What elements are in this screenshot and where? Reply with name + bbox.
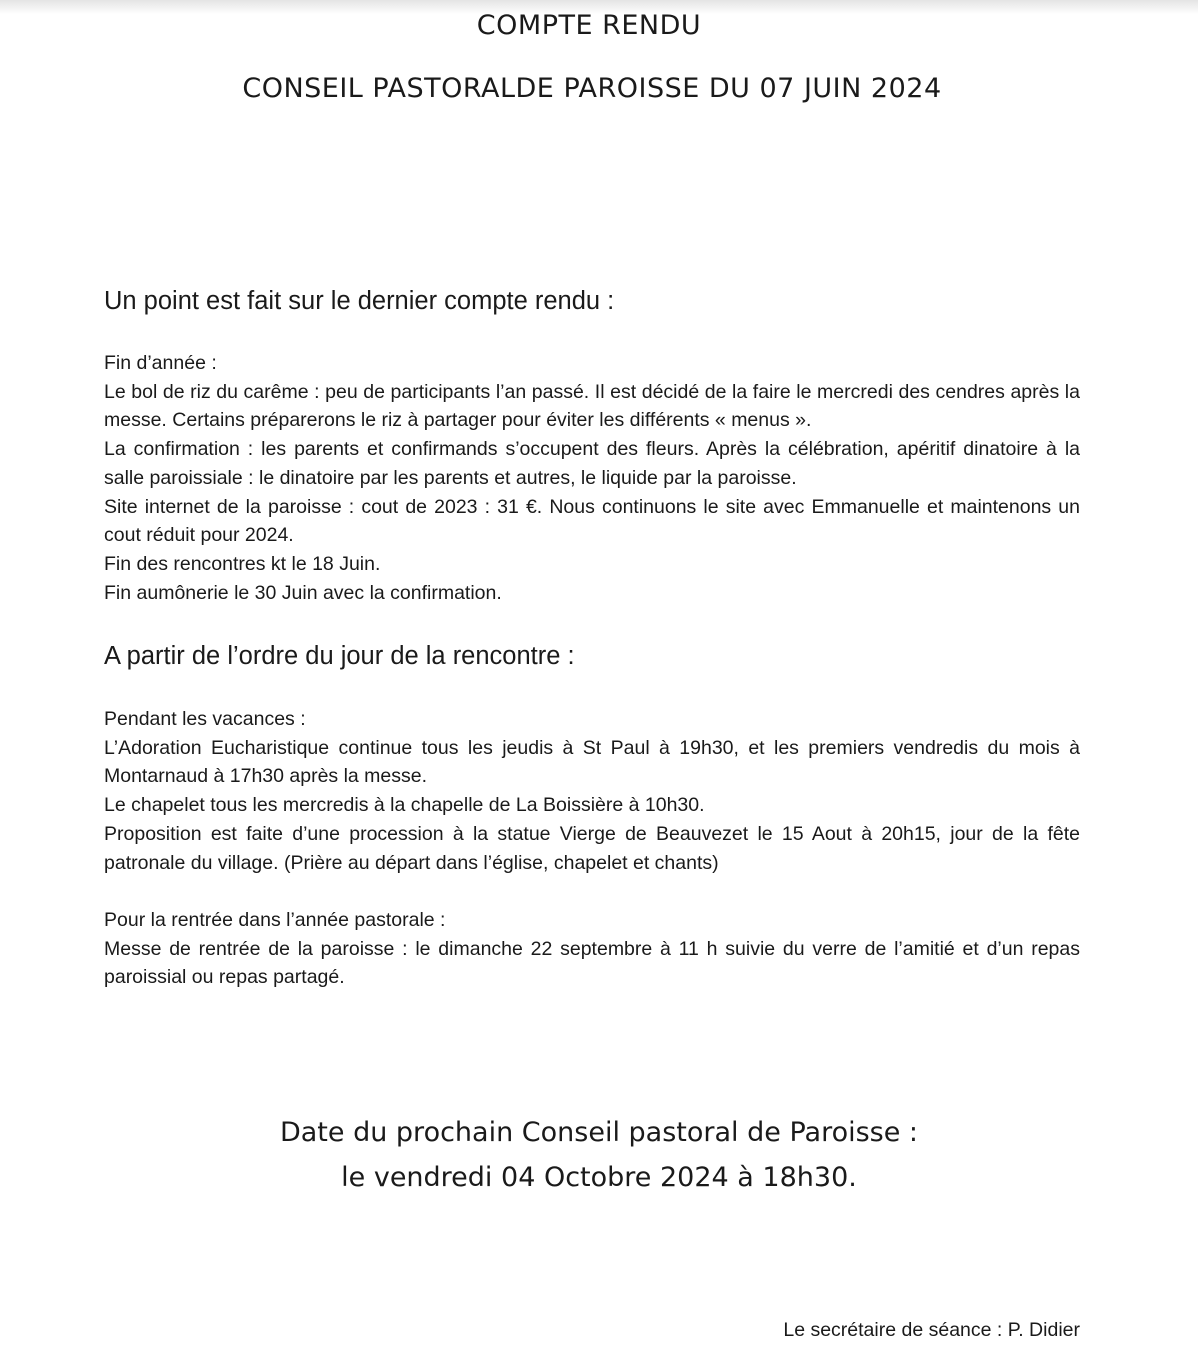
- section-heading-agenda: A partir de l’ordre du jour de la rencontre :: [104, 642, 575, 670]
- next-meeting-notice: [0, 1110, 1198, 1200]
- year-end-label: Fin d’année :: [104, 352, 217, 374]
- pastoral-year-block: [104, 906, 1080, 992]
- pastoral-year-label: Pour la rentrée dans l’année pastorale :: [104, 909, 446, 931]
- section-heading-previous-report: Un point est fait sur le dernier compte rendu :: [104, 287, 615, 315]
- paragraph-messe-rentree: Messe de rentrée de la paroisse : le dimanche 22 septembre à 11 h suivie du verre de l’amitié et d’un repas paroissial ou repas partagé.: [104, 937, 1080, 989]
- paragraph-fin-aumonerie: Fin aumônerie le 30 Juin avec la confirmation.: [104, 581, 502, 604]
- secretary-signature: Le secrétaire de séance : P. Didier: [783, 1319, 1080, 1341]
- paragraph-chapelet: Le chapelet tous les mercredis à la chapelle de La Boissière à 10h30.: [104, 794, 705, 817]
- paragraph-fin-rencontres: Fin des rencontres kt le 18 Juin.: [104, 552, 381, 575]
- next-meeting-line-1: Date du prochain Conseil pastoral de Paroisse :: [279, 1117, 919, 1148]
- holidays-label: Pendant les vacances :: [104, 708, 306, 730]
- paragraph-site-internet: Site internet de la paroisse : cout de 2023 : 31 €. Nous continuons le site avec Emmanuelle et maintenons un cout réduit pour 2024.: [104, 495, 1080, 547]
- document-title: COMPTE RENDU: [476, 10, 702, 41]
- holidays-block: [104, 705, 1080, 877]
- paragraph-procession: Proposition est faite d’une procession à la statue Vierge de Beauvezet le 15 Aout à 20h15, jour de la fête patronale du village. (Prière au départ dans l’église, chapelet et chants): [104, 822, 1080, 874]
- paragraph-adoration: L’Adoration Eucharistique continue tous les jeudis à St Paul à 19h30, et les premiers vendredis du mois à Montarnaud à 17h30 après la messe.: [104, 736, 1080, 788]
- paragraph-bol-de-riz: Le bol de riz du carême : peu de participants l’an passé. Il est décidé de la faire le mercredi des cendres après la messe. Certains préparerons le riz à partager pour éviter les différents « menus ».: [104, 380, 1080, 432]
- document-subtitle: CONSEIL PASTORALDE PAROISSE DU 07 JUIN 2024: [242, 73, 942, 104]
- previous-report-block: [104, 349, 1080, 607]
- paragraph-confirmation: La confirmation : les parents et confirmands s’occupent des fleurs. Après la célébration, apéritif dinatoire à la salle paroissiale : le dinatoire par les parents et autres, le liquide par la paroisse.: [104, 438, 1080, 489]
- next-meeting-line-2: le vendredi 04 Octobre 2024 à 18h30.: [341, 1162, 857, 1193]
